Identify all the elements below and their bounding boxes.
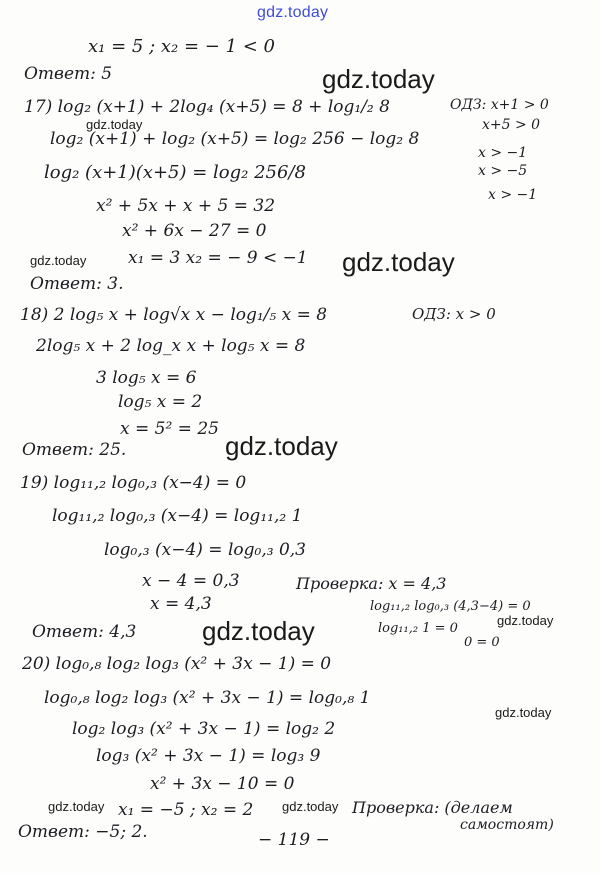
solution-line: x² + 3x − 10 = 0 <box>150 774 295 794</box>
solution-line: x = 4,3 <box>150 594 212 614</box>
watermark: gdz.today <box>322 64 435 94</box>
solution-line: x₁ = 3 x₂ = − 9 < −1 <box>128 248 308 268</box>
check-line: Проверка: x = 4,3 <box>296 574 447 593</box>
check-line: 0 = 0 <box>464 635 500 650</box>
solution-line: 2log₅ x + 2 log_x x + log₅ x = 8 <box>36 336 306 356</box>
domain-condition: ОДЗ: x > 0 <box>412 305 496 323</box>
check-line: log₁₁,₂ 1 = 0 <box>378 621 458 636</box>
check-line: log₁₁,₂ log₀,₃ (4,3−4) = 0 <box>370 599 531 614</box>
watermark: gdz.today <box>202 616 315 646</box>
solution-line: x = 5² = 25 <box>120 419 219 439</box>
domain-condition: x > −1 <box>478 145 528 161</box>
solution-line: log₂ log₃ (x² + 3x − 1) = log₂ 2 <box>72 719 336 739</box>
solution-line: 3 log₅ x = 6 <box>96 368 197 388</box>
domain-condition: x > −5 <box>478 163 528 179</box>
solution-line: log₂ (x+1)(x+5) = log₂ 256/8 <box>44 162 306 183</box>
answer-line: Ответ: 5 <box>24 64 113 84</box>
solution-line: x² + 6x − 27 = 0 <box>122 221 267 241</box>
watermark-top: gdz.today <box>257 4 329 21</box>
solution-line: log₁₁,₂ log₀,₃ (x−4) = log₁₁,₂ 1 <box>52 506 303 526</box>
problem-20-statement: 20) log₀,₈ log₂ log₃ (x² + 3x − 1) = 0 <box>22 654 332 674</box>
answer-line: Ответ: 25. <box>22 440 127 460</box>
watermark: gdz.today <box>282 799 339 814</box>
problem-18-statement: 18) 2 log₅ x + log√x x − log₁/₅ x = 8 <box>20 305 328 325</box>
domain-condition: x+5 > 0 <box>482 117 541 133</box>
solution-line: log₀,₈ log₂ log₃ (x² + 3x − 1) = log₀,₈ 1 <box>44 688 371 708</box>
solution-line: x² + 5x + x + 5 = 32 <box>96 196 276 216</box>
check-line: Проверка: (делаем <box>352 798 513 817</box>
answer-line: Ответ: 3. <box>30 274 124 294</box>
solution-line: log₅ x = 2 <box>118 392 203 412</box>
watermark: gdz.today <box>342 247 455 277</box>
check-line: самостоят) <box>460 817 554 833</box>
solution-line: x₁ = 5 ; x₂ = − 1 < 0 <box>88 36 275 57</box>
watermark: gdz.today <box>495 705 552 720</box>
solution-line: log₃ (x² + 3x − 1) = log₃ 9 <box>96 746 321 766</box>
solution-line: log₀,₃ (x−4) = log₀,₃ 0,3 <box>104 540 306 560</box>
solution-line: x₁ = −5 ; x₂ = 2 <box>118 800 254 820</box>
problem-17-statement: 17) log₂ (x+1) + 2log₄ (x+5) = 8 + log₁/₂ 8 <box>24 97 390 117</box>
solution-line: log₂ (x+1) + log₂ (x+5) = log₂ 256 − log₂ 8 <box>50 129 420 149</box>
solution-line: x − 4 = 0,3 <box>142 571 240 591</box>
domain-result: x > −1 <box>488 187 538 203</box>
domain-condition: ОДЗ: x+1 > 0 <box>450 97 549 113</box>
page-number: − 119 − <box>258 830 330 850</box>
problem-19-statement: 19) log₁₁,₂ log₀,₃ (x−4) = 0 <box>20 473 247 493</box>
watermark: gdz.today <box>30 253 87 268</box>
watermark: gdz.today <box>48 799 105 814</box>
watermark: gdz.today <box>225 431 338 461</box>
watermark: gdz.today <box>86 117 143 132</box>
answer-line: Ответ: 4,3 <box>32 622 137 642</box>
watermark: gdz.today <box>497 613 554 628</box>
answer-line: Ответ: −5; 2. <box>18 822 148 842</box>
